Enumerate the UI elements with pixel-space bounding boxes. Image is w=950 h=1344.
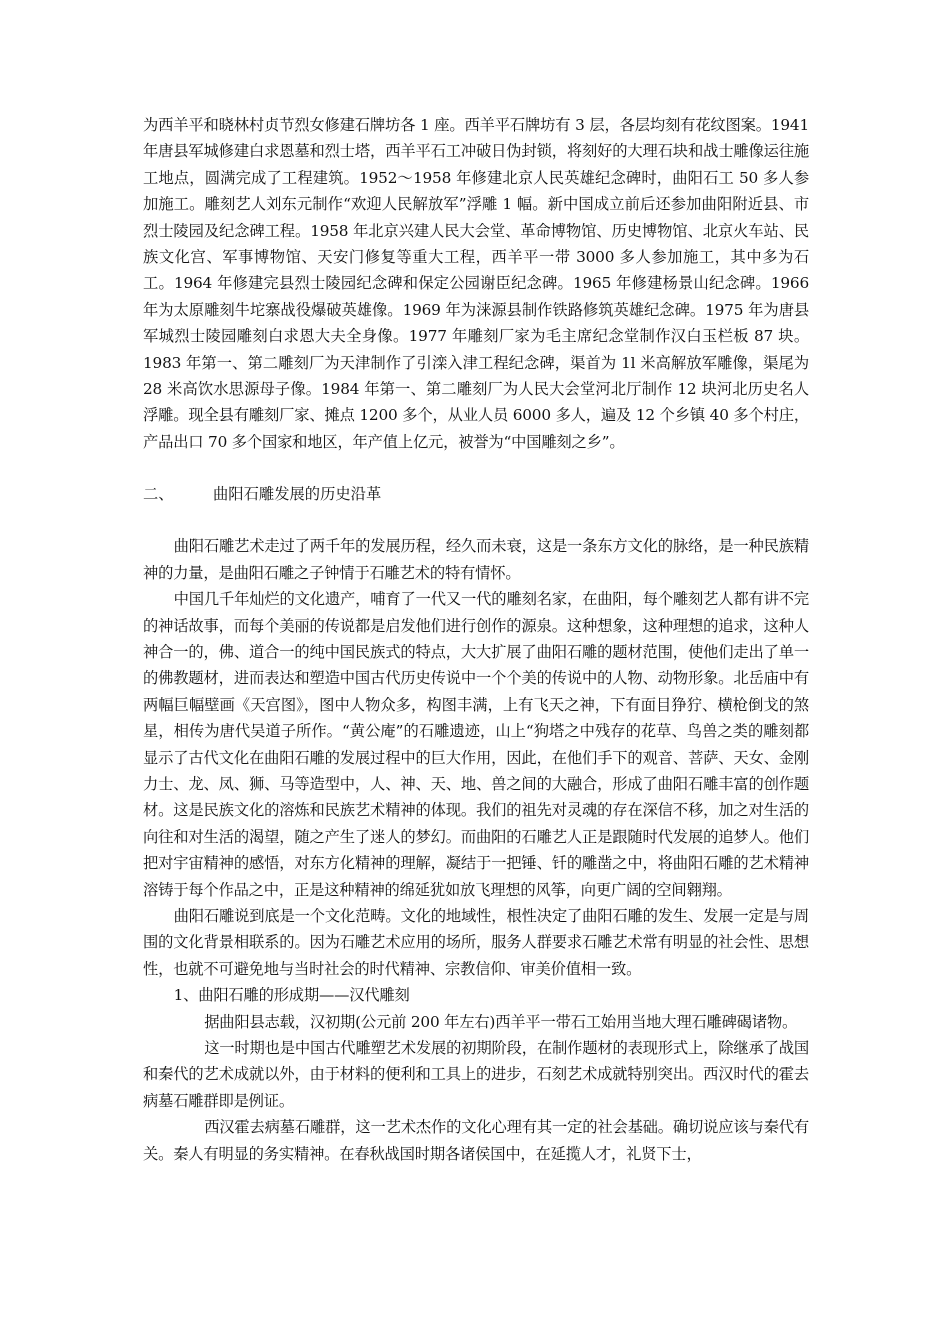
paragraph-county-records: 据曲阳县志载，汉初期(公元前 200 年左右)西羊平一带石工始用当地大理石雕碑碣诸物。 xyxy=(204,1012,798,1031)
section-number: 二、 xyxy=(143,485,174,504)
paragraph-early-period: 这一时期也是中国古代雕塑艺术发展的初期阶段，在制作题材的表现形式上，除继承了战国和秦代的艺术成就以外，由于材料的便利和工具上的进步，石刻艺术成就特别突出。西汉时代的霍去病墓石雕群即是例证。 xyxy=(143,1039,809,1110)
document-page xyxy=(143,112,809,1167)
section-heading xyxy=(143,481,809,507)
paragraph-cultural-category: 曲阳石雕说到底是一个文化范畴。文化的地域性，根性决定了曲阳石雕的发生、发展一定是与周围的文化背景相联系的。因为石雕艺术应用的场所，服务人群要求石雕艺术常有明显的社会性、思想性，也就不可避免地与当时社会的时代精神、宗教信仰、审美价值相一致。 xyxy=(143,906,809,978)
paragraph-history-records: 为西羊平和晓林村贞节烈女修建石牌坊各 1 座。西羊平石牌坊有 3 层，各层均刻有花纹图案。1941 年唐县军城修建白求恩墓和烈士塔，西羊平石工冲破日伪封锁，将刻好的大理石块和战士雕像运往施工地点，圆满完成了工程建筑。1952～1958 年修建北京人民英雄纪念碑时，曲阳石工 50 多人参加施工。雕刻艺人刘东元制作“欢迎人民解放军”浮雕 1 幅。新中国成立前后还参加曲阳附近县、市烈士陵园及纪念碑工程。1958 年北京兴建人民大会堂、革命博物馆、历史博物馆、北京火车站、民族文化宫、军事博物馆、天安门修复等重大工程，西羊平一带 3000 多人参加施工，其中多为石工。1964 年修建完县烈士陵园纪念碑和保定公园谢臣纪念碑。1965 年修建杨景山纪念碑。1966 年为太原雕刻牛坨寨战役爆破英雄像。1969 年为涞源县制作铁路修筑英雄纪念碑。1975 年为唐县军城烈士陵园雕刻白求恩大夫全身像。1977 年雕刻厂家为毛主席纪念堂制作汉白玉栏板 87 块。1983 年第一、第二雕刻厂为天津制作了引滦入津工程纪念碑，渠首为 1l 米高解放军雕像，渠尾为 28 米高饮水思源母子像。1984 年第一、第二雕刻厂为人民大会堂河北厅制作 12 块河北历史名人浮雕。现全县有雕刻厂家、摊点 1200 多个，从业人员 6000 多人，遍及 12 个乡镇 40 多个村庄，产品出口 70 多个国家和地区，年产值上亿元，被誉为“中国雕刻之乡”。 xyxy=(143,116,809,451)
subsection-heading: 1、曲阳石雕的形成期——汉代雕刻 xyxy=(173,986,410,1005)
section-title: 曲阳石雕发展的历史沿革 xyxy=(213,485,382,504)
paragraph-intro: 曲阳石雕艺术走过了两千年的发展历程，经久而未衰，这是一条东方文化的脉络，是一种民族精神的力量，是曲阳石雕之子钟情于石雕艺术的特有情怀。 xyxy=(143,537,809,582)
paragraph-cultural-heritage: 中国几千年灿烂的文化遗产，哺育了一代又一代的雕刻名家，在曲阳，每个雕刻艺人都有讲不完的神话故事，而每个美丽的传说都是启发他们进行创作的源泉。这种想象，这种理想的追求，这种人神合一的，佛、道合一的纯中国民族式的特点，大大扩展了曲阳石雕的题材范围，使他们走出了单一的佛教题材，进而表达和塑造中国古代历史传说中一个个美的传说中的人物、动物形象。北岳庙中有两幅巨幅壁画《天宫图》，图中人物众多，构图丰满，上有飞天之神，下有面目狰狞、横枪倒戈的煞星，相传为唐代吴道子所作。“黄公庵”的石雕遗迹，山上“狗塔之中残存的花草、鸟兽之类的雕刻都显示了古代文化在曲阳石雕的发展过程中的巨大作用，因此，在他们手下的观音、菩萨、天女、金刚力士、龙、凤、狮、马等造型中，人、神、天、地、兽之间的大融合，形成了曲阳石雕丰富的创作题材。这是民族文化的溶炼和民族艺术精神的体现。我们的祖先对灵魂的存在深信不移，加之对生活的向往和对生活的渴望，随之产生了迷人的梦幻。而曲阳的石雕艺人正是跟随时代发展的追梦人。他们把对宇宙精神的感悟，对东方化精神的理解，凝结于一把锤、钎的雕凿之中，将曲阳石雕的艺术精神溶铸于每个作品之中，正是这种精神的绵延犹如放飞理想的风筝，向更广阔的空间翱翔。 xyxy=(143,590,809,899)
paragraph-huoqubing-tomb: 西汉霍去病墓石雕群，这一艺术杰作的文化心理有其一定的社会基础。确切说应该与秦代有关。秦人有明显的务实精神。在春秋战国时期各诸侯国中，在延揽人才，礼贤下士， xyxy=(143,1118,809,1163)
